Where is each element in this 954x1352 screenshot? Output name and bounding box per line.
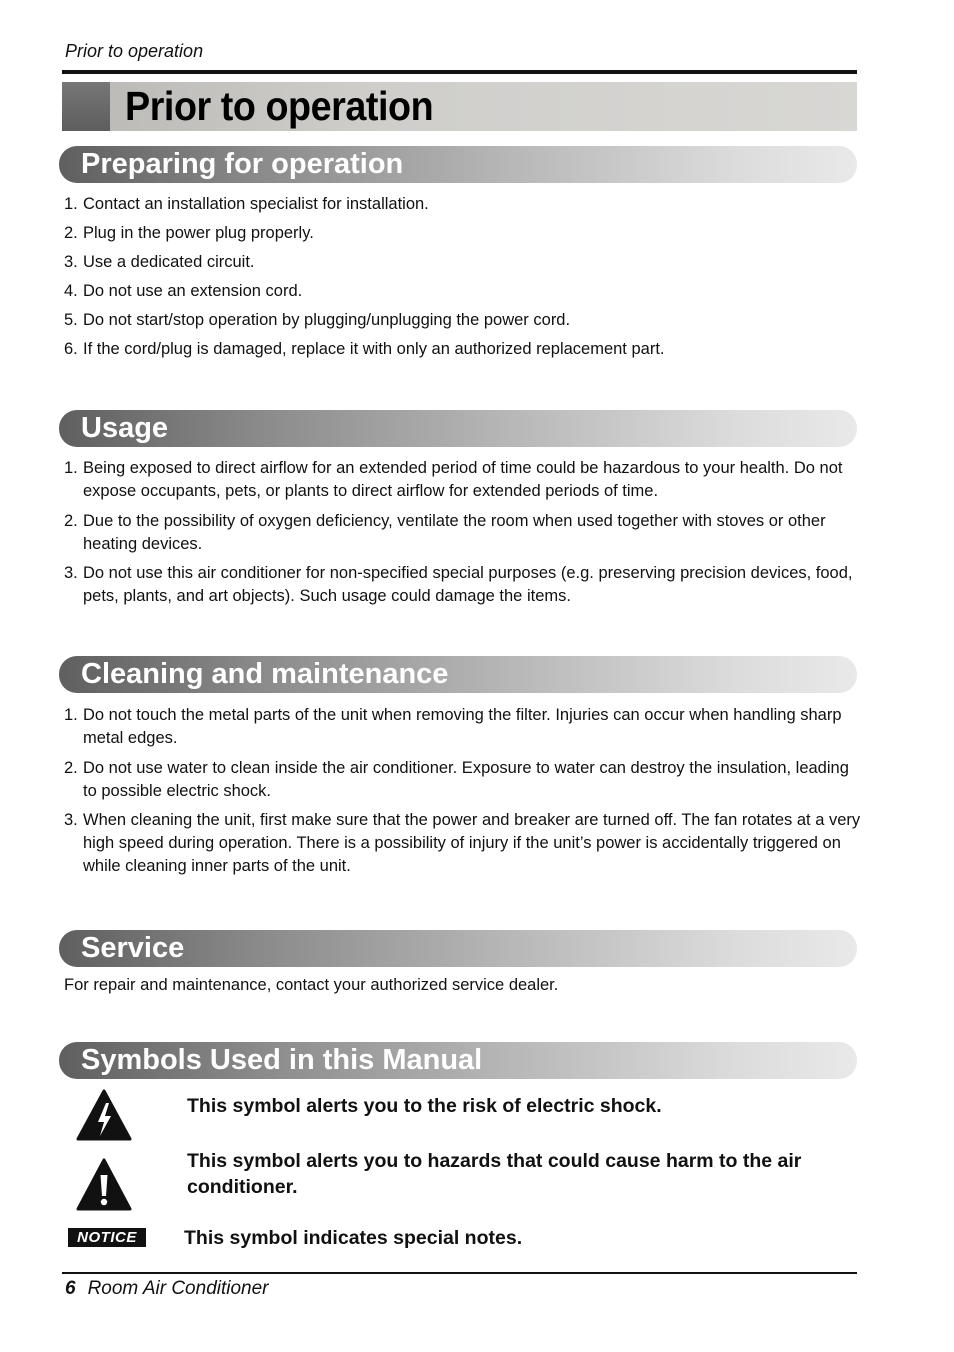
- list-item: 3. Use a dedicated circuit.: [64, 253, 255, 271]
- caution-warning-icon: [76, 1158, 132, 1212]
- doc-title: Room Air Conditioner: [87, 1278, 269, 1299]
- list-item: 2. Do not use water to clean inside the air conditioner. Exposure to water can destroy the insulation, leading to possible electric shock.: [64, 758, 849, 800]
- list-item: 1. Do not touch the metal parts of the unit when removing the filter. Injuries can occur when handling sharp metal edges.: [64, 706, 842, 747]
- section-title-usage: Usage: [81, 412, 169, 444]
- list-item: 6. If the cord/plug is damaged, replace it with only an authorized replacement part.: [64, 340, 665, 358]
- list-item: 1. Contact an installation specialist for installation.: [64, 195, 429, 213]
- notice-badge: NOTICE: [68, 1228, 146, 1247]
- usage-list: [64, 457, 864, 615]
- list-item: 3. Do not use this air conditioner for non-specified special purposes (e.g. preserving precision devices, food, pets, plants, and art objects). Such usage could damage the items.: [64, 564, 853, 605]
- section-header-service: [59, 930, 857, 967]
- list-item: 1. Being exposed to direct airflow for an extended period of time could be hazardous to your health. Do not expose occupants, pets, or plants to direct airflow for extended periods of time.: [64, 459, 843, 500]
- section-header-cleaning: [59, 656, 857, 693]
- list-item: 2. Plug in the power plug properly.: [64, 224, 314, 242]
- section-title-preparing: Preparing for operation: [81, 148, 404, 180]
- page-number: 6: [65, 1278, 76, 1299]
- list-item: 5. Do not start/stop operation by plugging/unplugging the power cord.: [64, 311, 571, 329]
- service-text: For repair and maintenance, contact your authorized service dealer.: [64, 976, 559, 994]
- bottom-rule: [62, 1272, 857, 1274]
- running-header: Prior to operation: [65, 41, 204, 61]
- page-title: Prior to operation: [125, 83, 434, 129]
- section-title-symbols: Symbols Used in this Manual: [81, 1044, 483, 1076]
- title-square: [62, 82, 110, 131]
- notice-symbol-text: This symbol indicates special notes.: [184, 1227, 523, 1249]
- electric-shock-warning-icon: [76, 1089, 132, 1141]
- section-header-preparing: [59, 146, 857, 183]
- hazard-symbol-text: This symbol alerts you to hazards that could cause harm to the air conditioner.: [187, 1150, 802, 1198]
- list-item: 3. When cleaning the unit, first make sure that the power and breaker are turned off. The fan rotates at a very high speed during operation. There is a possibility of injury if the unit’s power is accidentally triggered on while cleaning inner parts of the unit.: [64, 811, 861, 875]
- top-rule: [62, 70, 857, 74]
- footer: [65, 1278, 269, 1300]
- list-item: 2. Due to the possibility of oxygen deficiency, ventilate the room when used together with stoves or other heating devices.: [64, 511, 826, 553]
- title-bar: [62, 82, 857, 131]
- section-header-symbols: [59, 1042, 857, 1079]
- preparing-list: [64, 193, 864, 367]
- section-header-usage: [59, 410, 857, 447]
- list-item: 4. Do not use an extension cord.: [64, 282, 303, 300]
- shock-symbol-text: This symbol alerts you to the risk of electric shock.: [187, 1095, 662, 1117]
- section-title-cleaning: Cleaning and maintenance: [81, 658, 449, 690]
- section-title-service: Service: [81, 932, 185, 964]
- cleaning-list: [64, 704, 864, 885]
